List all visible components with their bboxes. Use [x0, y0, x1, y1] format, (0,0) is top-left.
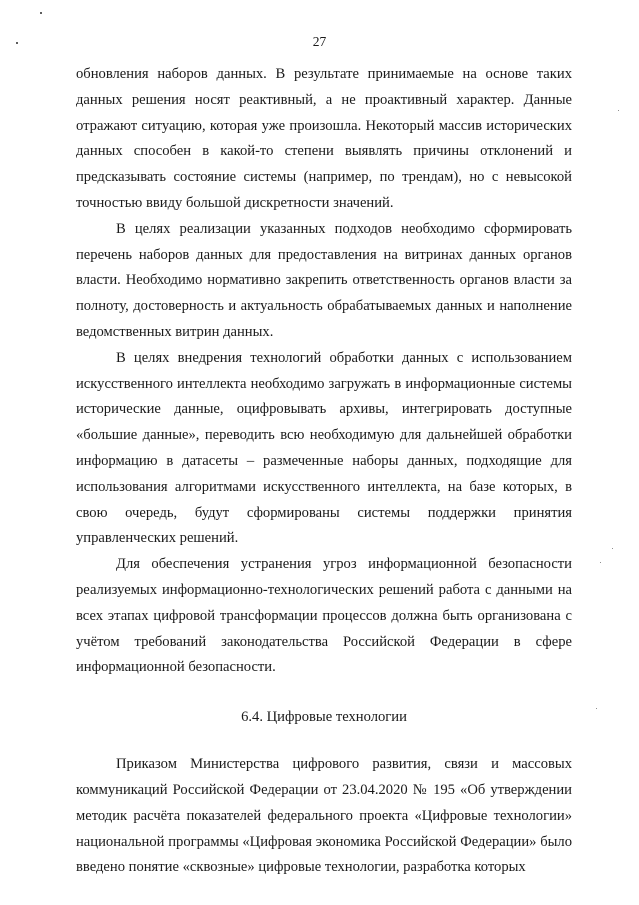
scan-speck [612, 548, 613, 549]
paragraph-data-showcases: В целях реализации указанных подходов необходимо сформировать перечень наборов данных для предоставления на витринах данных органов власти. Необходимо нормативно закрепить ответственность органов власти за полноту, достоверность и актуальность обрабатываемых данных и наполнение ведомственных витрин данных. [76, 220, 572, 340]
scan-speck [600, 562, 601, 563]
paragraph-information-security: Для обеспечения устранения угроз информационной безопасности реализуемых информационно-технологических решений работа с данными на всех этапах цифровой трансформации процессов должна быть организована с учётом требований законодательства Российской Федерации в сфере информационной безопасности. [76, 556, 572, 676]
document-body [76, 62, 572, 881]
paragraph-continuation: обновления наборов данных. В результате принимаемые на основе таких данных решения носят реактивный, а не проактивный характер. Данные отражают ситуацию, которая уже произошла. Некоторый массив исторических данных способен в какой-то степени выявлять причины отклонений и предсказывать состояние системы (например, по трендам), но с невысокой точностью ввиду большой дискретности значений. [76, 66, 572, 211]
section-heading: 6.4. Цифровые технологии [241, 709, 407, 726]
page-number: 27 [312, 34, 327, 49]
scan-speck [16, 42, 18, 44]
scan-speck [596, 708, 597, 709]
scan-speck [618, 110, 619, 111]
paragraph-ai-technologies: В целях внедрения технологий обработки данных с использованием искусственного интеллекта необходимо загружать в информационные системы исторические данные, оцифровывать архивы, интегрировать доступные «большие данные», переводить всю необходимую для дальнейшей обработки информацию в датасеты – размеченные наборы данных, подходящие для использования алгоритмами искусственного интеллекта, на базе которых, в свою очередь, будут сформированы системы поддержки принятия управленческих решений. [76, 349, 572, 547]
paragraph-digital-ministry-order: Приказом Министерства цифрового развития, связи и массовых коммуникаций Российской Федерации от 23.04.2020 № 195 «Об утверждении методик расчёта показателей федерального проекта «Цифровые технологии» национальной программы «Цифровая экономика Российской Федерации» было введено понятие «сквозные» цифровые технологии, разработка которых [76, 756, 572, 876]
scan-speck [40, 12, 42, 14]
